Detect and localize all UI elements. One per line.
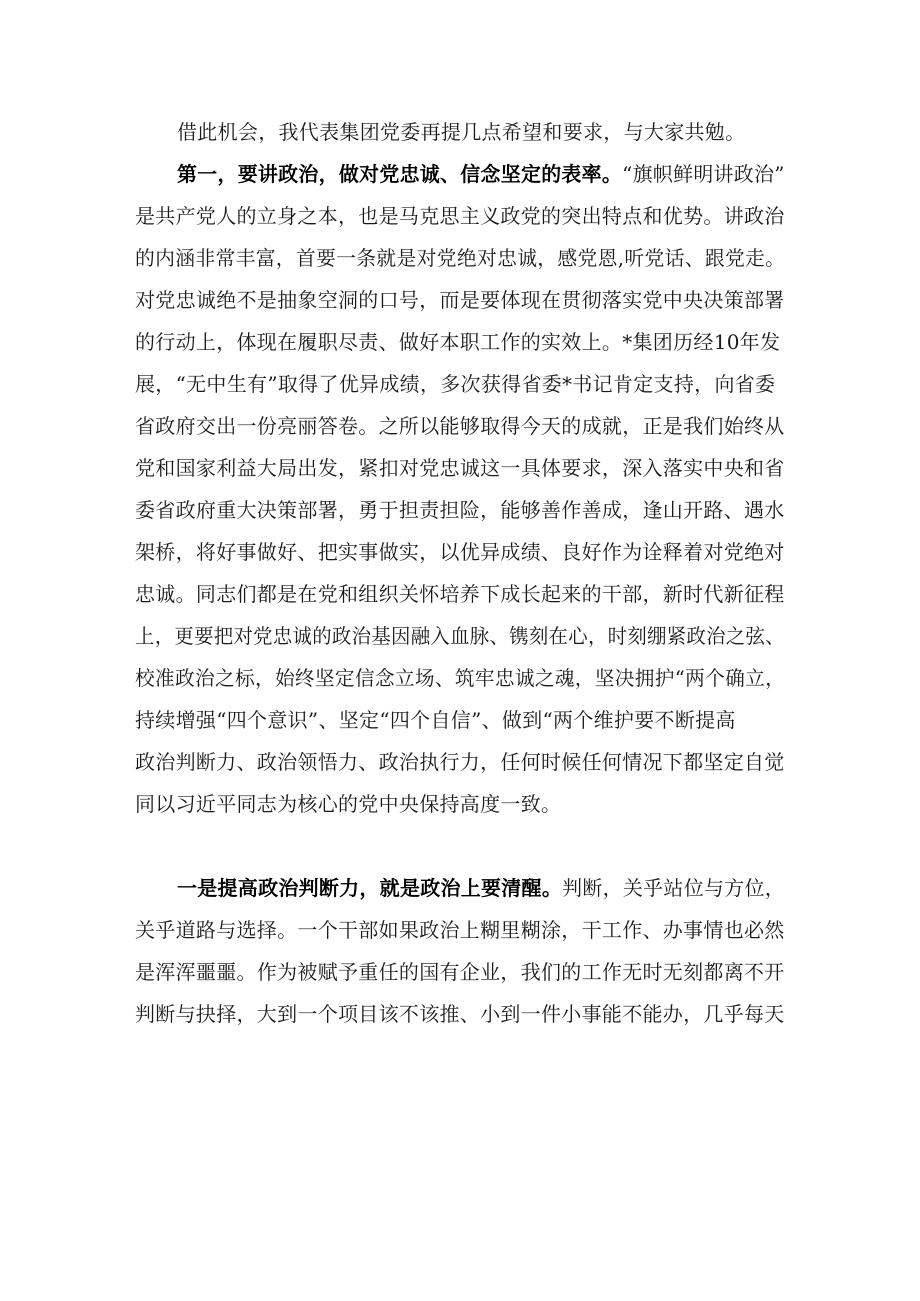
text-run: 校准政治之标，始终坚定信念立场、筑牢忠诚之魂，坚决拥护“两个确立， [135, 666, 786, 690]
section-heading: 第一，要讲政治，做对党忠诚、信念坚定的表率。 [177, 162, 623, 186]
section-heading: 一是提高政治判断力，就是政治上要清醒。 [177, 876, 563, 900]
text-line [135, 284, 785, 316]
text-line [135, 788, 561, 820]
text-run: 是共产党人的立身之本，也是马克思主义政党的突出特点和优势。讲政治 [135, 204, 785, 228]
text-run: 上，更要把对党忠诚的政治基因融入血脉、镌刻在心，时刻绷紧政治之弦、 [135, 624, 785, 648]
text-line [135, 410, 785, 442]
text-line [135, 242, 785, 274]
text-run: 持续增强“四个意识”、坚定“四个自信”、做到“两个维护要不断提高 [135, 708, 736, 732]
text-line [135, 998, 785, 1030]
text-run: 关乎道路与选择。一个干部如果政治上糊里糊涂，干工作、办事情也必然 [135, 918, 785, 942]
text-line [135, 746, 785, 778]
text-line [177, 872, 785, 904]
intro-text: 借此机会，我代表集团党委再提几点希望和要求，与大家共勉。 [177, 120, 746, 144]
text-line [135, 452, 785, 484]
text-run: 委省政府重大决策部署，勇于担责担险，能够善作善成，逢山开路、遇水 [135, 498, 785, 522]
text-run: 忠诚。同志们都是在党和组织关怀培养下成长起来的干部，新时代新征程 [135, 582, 785, 606]
text-run: 的行动上，体现在履职尽责、做好本职工作的实效上。*集团历经10年发 [135, 330, 781, 354]
text-line [135, 326, 780, 358]
text-run: 展，“无中生有”取得了优异成绩，多次获得省委*书记肯定支持，向省委 [135, 372, 776, 396]
text-line [135, 368, 775, 400]
text-line [135, 914, 785, 946]
text-line [135, 956, 785, 988]
text-run: 判断，关乎站位与方位， [562, 876, 786, 900]
text-line [135, 704, 736, 736]
text-run: 政治判断力、政治领悟力、政治执行力，任何时候任何情况下都坚定自觉 [135, 750, 785, 774]
text-run: 同以习近平同志为核心的党中央保持高度一致。 [135, 792, 562, 816]
text-run: 是浑浑噩噩。作为被赋予重任的国有企业，我们的工作无时无刻都离不开 [135, 960, 785, 984]
text-run: 对党忠诚绝不是抽象空洞的口号，而是要体现在贯彻落实党中央决策部署 [135, 288, 785, 312]
text-line [135, 578, 785, 610]
text-run: 党和国家利益大局出发，紧扣对党忠诚这一具体要求，深入落实中央和省 [135, 456, 785, 480]
text-run: 省政府交出一份亮丽答卷。之所以能够取得今天的成就，正是我们始终从 [135, 414, 785, 438]
text-run: 的内涵非常丰富，首要一条就是对党绝对忠诚，感党恩,听党话、跟党走。 [135, 246, 786, 270]
text-run: “旗帜鲜明讲政治” [622, 162, 785, 186]
text-line [177, 158, 785, 190]
text-line [135, 620, 785, 652]
text-run: 判断与抉择，大到一个项目该不该推、小到一件小事能不能办，几乎每天 [135, 1002, 785, 1026]
text-line [135, 662, 785, 694]
text-line [135, 200, 785, 232]
text-line [135, 536, 785, 568]
text-line [135, 494, 785, 526]
text-line [177, 116, 745, 148]
text-run: 架桥，将好事做好、把实事做实，以优异成绩、良好作为诠释着对党绝对 [135, 540, 785, 564]
